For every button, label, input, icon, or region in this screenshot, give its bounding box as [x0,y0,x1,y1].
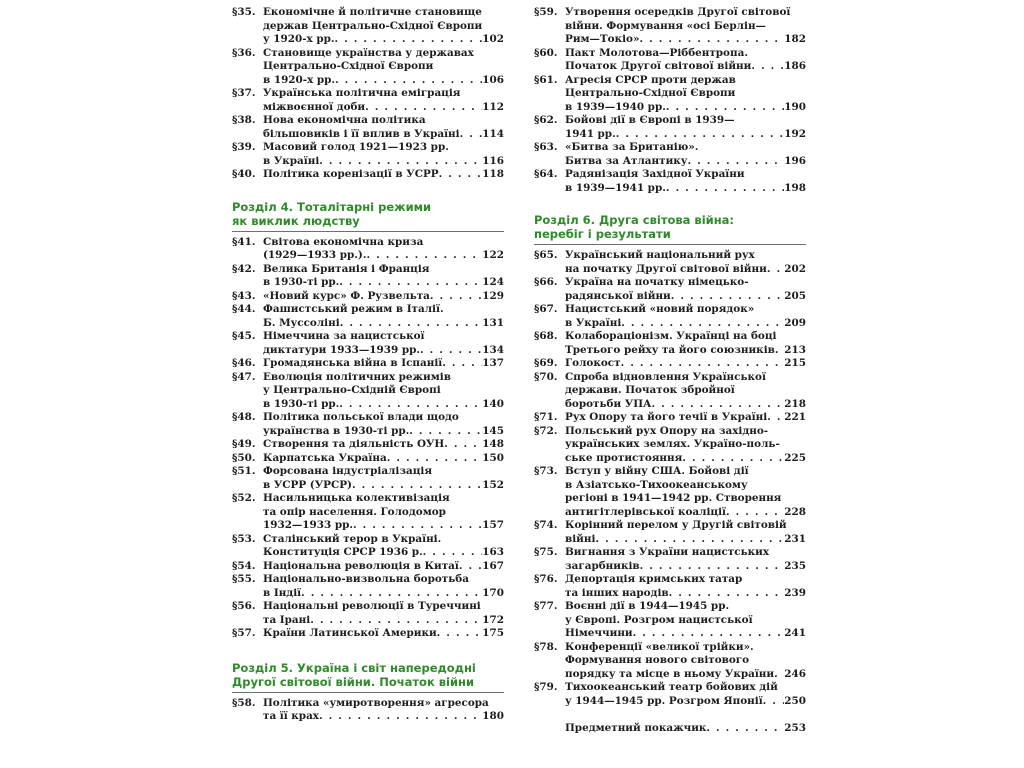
entry-title-line: у Європі. Розгром нацистської [565,613,753,626]
leader-dots [621,357,785,371]
entry-page: 102 [482,33,504,45]
entry-page: 167 [482,559,504,572]
entry-title-line: «Новий курс» Ф. Рузвельта [263,289,430,302]
entry-title: Предметний покажчик [565,722,707,734]
leader-dots [387,452,483,466]
entry-page: 246 [784,667,806,680]
toc-entry[interactable] [232,560,504,574]
leader-dots [767,411,784,425]
entry-page: 231 [784,532,806,545]
entry-number: §65. [534,249,558,261]
toc-entry[interactable] [534,573,806,600]
entry-number: §73. [534,465,558,477]
entry-number: §72. [534,424,558,437]
entry-title-line: Польський рух Опору на західно- [565,424,769,437]
entry-title-line: «Битва за Британію». [565,141,699,153]
entry-number: §42. [232,262,256,275]
toc-entry[interactable] [232,465,504,492]
toc-entry[interactable] [534,357,806,371]
entry-page: 157 [482,519,504,531]
leader-dots [460,128,483,142]
entry-title-line: Український національний рух [565,249,755,261]
toc-entry[interactable] [232,263,504,290]
entry-title-line: Насильницька колективізація [263,492,450,504]
entry-number: §48. [232,411,256,423]
leader-dots [751,60,784,74]
entry-title-line: Рим—Токіо» [565,33,640,45]
entry-number: §63. [534,141,558,153]
entry-title-line: держав Центрально-Східної Європи [263,19,483,32]
entry-number: §69. [534,357,558,369]
section-rule [232,231,504,232]
entry-number: §44. [232,303,256,315]
entry-page: 213 [784,343,806,356]
entry-title-line: диктатури 1933—1939 рр. [263,343,420,356]
entry-title-line: в 1930-ті рр. [263,276,340,288]
toc-entry[interactable] [534,47,806,74]
toc-entry[interactable] [232,600,504,627]
entry-number: §79. [534,681,558,693]
entry-page: 175 [482,627,504,639]
entry-title-line: боротьби УПА [565,397,652,410]
leader-dots [430,290,482,304]
entry-number: §56. [232,600,256,612]
toc-entry[interactable] [534,249,806,276]
toc-entry[interactable] [534,74,806,115]
toc-left-column [232,6,504,724]
entry-number: §57. [232,627,256,639]
entry-number: §61. [534,73,558,86]
entry-page: 150 [482,451,504,464]
entry-page: 129 [482,289,504,302]
entry-page: 196 [784,154,806,167]
entry-page: 114 [482,127,504,140]
section-heading [232,661,504,693]
entry-number: §76. [534,573,558,585]
entry-page: 205 [784,289,806,302]
toc-entry[interactable] [534,330,806,357]
entry-number: §47. [232,370,256,383]
entry-page: 152 [482,478,504,491]
toc-entry[interactable] [232,533,504,560]
toc-entry[interactable] [534,141,806,168]
leader-dots [687,155,784,169]
toc-entry[interactable] [232,114,504,141]
toc-entry[interactable] [232,47,504,88]
leader-dots [621,317,784,331]
leader-dots [671,290,785,304]
entry-title-line: в УСРР (УРСР) [263,478,352,491]
entry-page: 239 [784,586,806,599]
toc-block [534,6,806,195]
entry-title-line: 1932—1933 рр. [263,519,353,531]
entry-title-line: Колабораціонізм. Українці на боці [565,330,777,342]
entry-number: §75. [534,546,558,558]
entry-title-line: українства в 1930-ті рр. [263,424,410,437]
entry-number: §53. [232,532,256,545]
leader-dots [409,425,482,439]
leader-dots [640,560,785,574]
entry-page: 106 [482,73,504,86]
entry-title-line: Сталінський терор в Україні. [263,532,442,545]
toc-block [232,6,504,182]
leader-dots [775,344,784,358]
entry-title-line: Німеччина за нацистської [263,330,425,342]
entry-number: §51. [232,465,256,477]
toc-entry[interactable] [534,425,806,466]
entry-title-line: Центрально-Східної Європи [263,60,434,72]
leader-dots [353,519,482,533]
entry-page: 137 [482,357,504,369]
leader-dots [767,263,784,277]
toc-entry[interactable] [232,357,504,371]
entry-title-line: Битва за Атлантику [565,154,688,167]
entry-page: 241 [784,627,806,639]
entry-title-line: Вступ у війну США. Бойові дії [565,465,749,477]
entry-number: §54. [232,559,256,572]
entry-title-line: Тихоокеанський театр бойових дій [565,681,778,693]
entry-title-line: Третього рейху та його союзників [565,343,775,356]
leader-dots [339,398,482,412]
leader-dots [666,182,784,196]
entry-title-line: у Центрально-Східній Європі [263,384,441,396]
entry-title-line: регіоні в 1941—1942 рр. Створення [565,492,782,504]
leader-dots [763,695,785,709]
entry-page: 140 [482,397,504,410]
section-title-line: Розділ 6. Друга світова війна: [534,213,735,227]
entry-number: §36. [232,46,256,59]
entry-number: §35. [232,6,256,18]
entry-number: §37. [232,87,256,99]
leader-dots [310,614,482,628]
entry-number: §46. [232,357,256,369]
entry-title-line: в 1920-х рр. [263,73,336,86]
toc-entry[interactable] [232,438,504,452]
entry-title-line: Політика «умиротворення» агресора [263,696,489,709]
leader-dots [439,168,483,182]
entry-title-line: та інших народів [565,586,669,599]
entry-page: 145 [482,424,504,437]
entry-title-line: Пакт Молотова—Ріббентропа. [565,46,748,59]
entry-title-line: та Ірані [263,613,311,626]
index-entry[interactable] [534,722,806,736]
entry-title-line: Становище українства у державах [263,46,474,59]
entry-title-line: Політика коренізації в УСРР [263,168,439,180]
toc-entry[interactable] [534,303,806,330]
entry-title-line: Політика польської влади щодо [263,411,459,423]
entry-title-line: українських землях. Україно-поль- [565,438,780,450]
toc-entry[interactable] [232,236,504,263]
entry-number: §55. [232,573,256,585]
entry-page: 190 [784,100,806,113]
toc-entry[interactable] [232,87,504,114]
entry-title-line: та опір населення. Голодомор [263,505,446,518]
entry-title-line: Німеччини [565,627,633,639]
entry-title-line: Формування нового світового [565,654,750,666]
leader-dots [423,546,483,560]
entry-title-line: Форсована індустріалізація [263,465,432,477]
entry-title-line: Велика Британія і Франція [263,262,430,275]
entry-title-line: Нацистський «новий порядок» [565,303,755,315]
entry-title-line: (1929—1933 рр.). [263,249,367,261]
entry-title-line: Світова економічна криза [263,235,424,248]
leader-dots [319,155,482,169]
toc-entry[interactable] [232,330,504,357]
entry-title-line: Утворення осередків Другої світової [565,6,791,18]
entry-title-line: міжвоєнної доби [263,100,366,113]
toc-entry[interactable] [534,6,806,47]
entry-number: §38. [232,114,256,126]
entry-title-line: Радянізація Західної України [565,168,745,180]
entry-title-line: Масовий голод 1921—1923 рр. [263,141,449,153]
entry-title-line: в 1939—1941 рр. [565,181,666,194]
section-title-line: перебіг і результати [534,227,671,241]
entry-title-line: держави. Початок збройної [565,384,735,396]
toc-entry[interactable] [534,546,806,573]
entry-number: §77. [534,600,558,612]
entry-page: 215 [784,357,806,369]
entry-number: §45. [232,330,256,342]
entry-page: 163 [482,546,504,558]
leader-dots [335,74,482,88]
entry-number: §74. [534,519,558,531]
section-rule [232,692,504,693]
entry-page: 225 [784,451,806,464]
toc-block [232,697,504,724]
entry-title-line: Рух Опору та його течії в Україні [565,411,768,423]
entry-number: §52. [232,492,256,504]
entry-page: 202 [784,262,806,275]
entry-number: §67. [534,303,558,315]
entry-number: §58. [232,696,256,709]
leader-dots [633,627,785,641]
entry-title-line: на початку Другої світової війни [565,262,767,275]
entry-page: 170 [482,586,504,599]
leader-dots [319,710,482,724]
entry-number: §50. [232,451,256,464]
entry-title-line: в Азіатсько-Тихоокеанському [565,478,748,491]
entry-page: 116 [482,154,504,167]
entry-title-line: Агресія СРСР проти держав [565,73,736,86]
section-heading [232,200,504,232]
entry-page: 209 [784,316,806,329]
leader-dots [339,276,482,290]
entry-title-line: Економічне й політичне становище [263,6,482,18]
leader-dots [442,357,482,371]
entry-title-line: Карпатська Україна [263,451,387,464]
entry-title-line: Вигнання з України нацистських [565,546,770,558]
entry-page: 218 [784,397,806,410]
entry-number: §78. [534,640,558,653]
toc-entry[interactable] [534,411,806,425]
entry-title-line: Спроба відновлення Української [565,370,766,383]
entry-title-line: війни. Формування «осі Берлін— [565,19,766,32]
entry-title-line: в Індії [263,586,302,599]
entry-page: 118 [482,168,504,180]
entry-page: 253 [784,722,806,734]
entry-title-line: Національна революція в Китаї [263,559,459,572]
toc-entry[interactable] [232,168,504,182]
leader-dots [682,452,784,466]
leader-dots [639,33,784,47]
entry-title-line: Українська політична еміграція [263,87,461,99]
entry-number: §59. [534,6,558,18]
section-title-line: Розділ 4. Тоталітарні режими [232,199,432,214]
entry-title-line: порядку та місце в ньому України [565,667,775,680]
entry-page: 182 [784,33,806,45]
entry-number: §62. [534,114,558,126]
entry-page: 172 [482,613,504,626]
leader-dots [726,506,784,520]
toc-entry[interactable] [534,114,806,141]
entry-number: §71. [534,411,558,423]
toc-entry[interactable] [232,411,504,438]
section-heading [534,213,806,245]
section-title-line: Розділ 5. Україна і світ напередодні [232,660,476,675]
section-title-line: як виклик людству [232,213,360,228]
toc-entry[interactable] [232,492,504,533]
entry-title-line: Депортація кримських татар [565,573,743,585]
toc-entry[interactable] [232,6,504,47]
leader-dots [365,101,482,115]
entry-page: 180 [482,710,504,722]
leader-dots [616,128,785,142]
entry-title-line: Створення та діяльність ОУН [263,438,445,450]
entry-title-line: Фашистський режим в Італії. [263,303,444,315]
entry-title-line: війні [565,532,596,545]
entry-number: §39. [232,141,256,153]
leader-dots [352,479,482,493]
entry-number: §70. [534,370,558,383]
entry-page: 124 [482,276,504,288]
entry-number: §68. [534,330,558,342]
entry-page: 134 [482,343,504,356]
toc-entry[interactable] [534,168,806,195]
toc-right-column [534,6,806,736]
entry-page: 112 [482,100,504,113]
entry-title-line: антигітлерівської коаліції [565,505,726,518]
entry-title-line: Б. Муссоліні [263,316,340,329]
toc-entry[interactable] [534,600,806,641]
entry-page: 192 [784,127,806,140]
entry-title-line: в 1930-ті рр. [263,397,340,410]
entry-number: §49. [232,438,256,450]
entry-number: §41. [232,235,256,248]
leader-dots [444,438,482,452]
toc-entry[interactable] [232,141,504,168]
entry-page: 148 [482,438,504,450]
leader-dots [459,560,482,574]
entry-page: 228 [784,505,806,518]
leader-dots [301,587,482,601]
entry-number: §40. [232,168,256,180]
toc-entry[interactable] [534,465,806,519]
leader-dots [437,627,483,641]
toc-entry[interactable] [534,519,806,546]
entry-page: 122 [482,249,504,261]
entry-title-line: у 1920-х рр. [263,33,335,45]
toc-entry[interactable] [534,276,806,303]
leader-dots [340,317,483,331]
toc-entry[interactable] [232,452,504,466]
leader-dots [774,668,784,682]
entry-title-line: Воєнні дії в 1944—1945 рр. [565,600,730,612]
entry-page: 186 [784,60,806,72]
entry-number: §43. [232,289,256,302]
toc-entry[interactable] [534,681,806,708]
entry-title-line: Національні революції в Туреччині [263,600,481,612]
section-title-line: Другої світової війни. Початок війни [232,674,475,689]
entry-page: 235 [784,559,806,572]
entry-number: §64. [534,168,558,180]
entry-title-line: Корінний перелом у Другій світовій [565,519,787,531]
toc-entry[interactable] [232,697,504,724]
entry-title-line: Конференції «великої трійки». [565,640,754,653]
entry-page: 221 [784,411,806,423]
entry-title-line: загарбників [565,559,640,572]
entry-title-line: Голокост [565,357,621,369]
entry-title-line: Початок Другої світової війни [565,60,752,72]
entry-page: 250 [784,694,806,707]
entry-title-line: в Україні [263,154,320,167]
leader-dots [334,33,482,47]
leader-dots [595,533,784,547]
entry-title-line: Конституція СРСР 1936 р. [263,546,423,558]
entry-page: 131 [482,316,504,329]
toc-block [232,236,504,641]
entry-title-line: більшовиків і її вплив в Україні [263,127,460,140]
toc-entry[interactable] [232,573,504,600]
toc-entry[interactable] [534,371,806,412]
toc-entry[interactable] [232,290,504,304]
entry-page: 198 [784,181,806,194]
entry-title-line: 1941 рр. [565,127,616,140]
leader-dots [652,398,785,412]
entry-title-line: Еволюція політичних режимів [263,370,451,383]
entry-title-line: в Україні [565,316,622,329]
entry-title-line: Нова економічна політика [263,114,426,126]
entry-title-line: Центрально-Східної Європи [565,87,736,99]
leader-dots [666,101,784,115]
toc-block [534,249,806,708]
entry-title-line: та її крах [263,710,319,722]
entry-title-line: в 1939—1940 рр. [565,100,666,113]
entry-title-line: Національно-визвольна боротьба [263,573,469,585]
entry-title-line: Україна на початку німецько- [565,276,749,288]
entry-title-line: Громадянська війна в Іспанії [263,357,443,369]
toc-entry[interactable] [232,303,504,330]
entry-number: §66. [534,276,558,288]
entry-number: §60. [534,46,558,59]
leader-dots [420,344,482,358]
toc-entry[interactable] [232,627,504,641]
leader-dots [366,249,482,263]
entry-title-line: Бойові дії в Європі в 1939— [565,114,735,126]
toc-entry[interactable] [534,641,806,682]
leader-dots [669,587,785,601]
leader-dots [706,722,784,736]
entry-title-line: радянської війни [565,289,671,302]
entry-title-line: ське протистояння [565,451,683,464]
entry-title-line: Країни Латинської Америки [263,627,437,639]
toc-entry[interactable] [232,371,504,412]
entry-title-line: у 1944—1945 рр. Розгром Японії [565,694,763,707]
section-rule [534,244,806,245]
